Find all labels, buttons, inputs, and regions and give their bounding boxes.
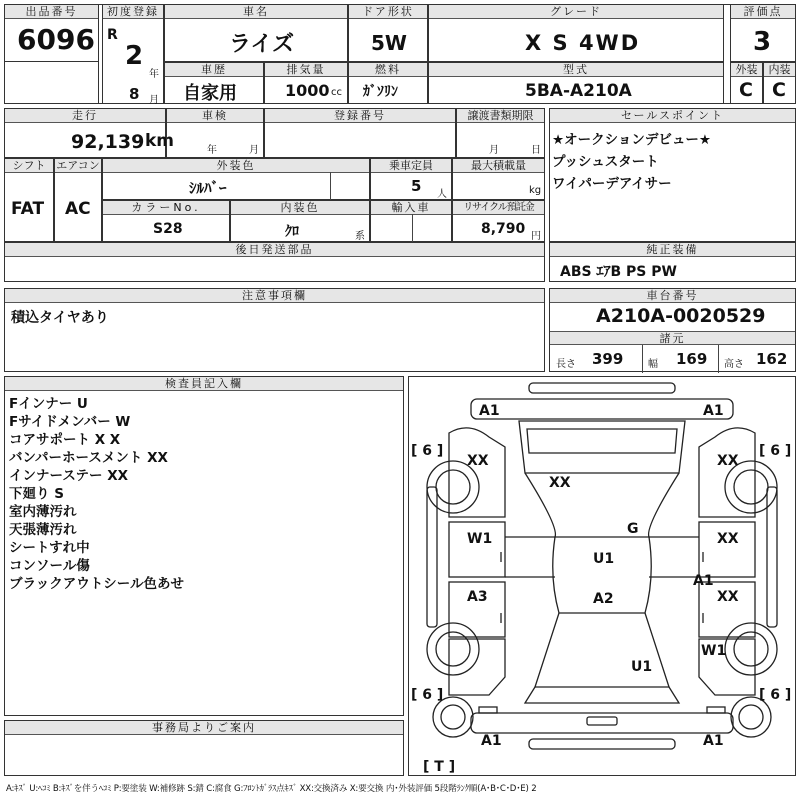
damage-mark: XX xyxy=(717,589,739,605)
transfer-month-unit: 月 xyxy=(489,145,499,156)
damage-mark: W1 xyxy=(467,531,493,547)
score-label: 評価点 xyxy=(731,5,795,19)
grade-label: グレード xyxy=(429,5,723,19)
damage-mark: XX xyxy=(467,453,489,469)
exterior-label: 外装 xyxy=(731,63,762,77)
sales-line: プッシュスタート xyxy=(552,154,659,170)
mileage-unit: km xyxy=(145,131,175,151)
displacement-value: 1000 xyxy=(285,81,330,100)
sales-point-label: セールスポイント xyxy=(550,109,795,123)
later-parts-cell xyxy=(4,242,545,282)
lot-label: 出品番号 xyxy=(5,5,98,19)
first-reg-label: 初度登録 xyxy=(103,5,163,19)
inspection-year-unit: 年 xyxy=(207,145,217,156)
history-label: 車歴 xyxy=(165,63,263,77)
recycle-unit: 円 xyxy=(531,231,541,242)
color-divider xyxy=(330,172,331,200)
inspection-cell xyxy=(166,108,264,158)
width-value: 169 xyxy=(676,350,708,368)
exterior-grade-cell xyxy=(730,62,763,104)
intcolor-unit: 系 xyxy=(355,231,365,242)
intcolor-cell xyxy=(230,200,370,242)
colorno-label: カラーNo. xyxy=(103,201,229,215)
door-cell xyxy=(348,4,428,62)
shift-label: シフト xyxy=(5,159,53,173)
damage-marks xyxy=(411,403,791,775)
damage-mark: G xyxy=(627,521,639,537)
inspector-note: 室内薄汚れ xyxy=(9,504,77,520)
later-parts-label: 後日発送部品 xyxy=(5,243,544,257)
ac-cell xyxy=(54,158,102,242)
era: R xyxy=(107,27,118,43)
inspector-note: インナーステー XX xyxy=(9,468,129,484)
damage-mark: XX xyxy=(549,475,571,491)
import-cell xyxy=(370,200,452,242)
transfer-day-unit: 日 xyxy=(531,145,541,156)
mileage-label: 走行 xyxy=(5,109,165,123)
damage-mark: U1 xyxy=(593,551,615,567)
fuel-cell xyxy=(348,62,428,104)
caution-cell xyxy=(4,288,545,372)
regno-label: 登録番号 xyxy=(265,109,455,123)
seats-cell xyxy=(370,158,452,200)
inspector-note: 下廻り S xyxy=(9,486,64,502)
score-value: 3 xyxy=(753,27,772,57)
car-diagram xyxy=(409,377,795,775)
load-label: 最大積載量 xyxy=(453,159,544,173)
lot-blank xyxy=(4,61,99,104)
door-label: ドア形状 xyxy=(349,5,427,19)
displacement-unit: cc xyxy=(331,87,342,98)
reg-month: 8 xyxy=(129,85,140,103)
history-cell xyxy=(164,62,264,104)
history-value: 自家用 xyxy=(183,83,237,104)
length-label: 長さ xyxy=(556,359,576,370)
inspector-note: コンソール傷 xyxy=(9,558,90,574)
inspection-month-unit: 月 xyxy=(249,145,259,156)
mileage-value: 92,139 xyxy=(71,131,145,153)
inspector-note: バンパーホースメント XX xyxy=(9,450,168,466)
inspector-note: シートすれ中 xyxy=(9,540,90,556)
first-reg-cell xyxy=(102,4,164,104)
seats-value: 5 xyxy=(411,177,422,195)
damage-mark: A1 xyxy=(703,733,724,749)
chassis-cell xyxy=(549,288,796,372)
ac-value: AC xyxy=(65,199,91,219)
width-label: 幅 xyxy=(648,359,658,370)
load-unit: kg xyxy=(529,185,542,196)
color-label: 外装色 xyxy=(103,159,369,173)
chassis-number: A210A-0020529 xyxy=(596,305,766,327)
inspector-note: コアサポート X X xyxy=(9,432,121,448)
height-label: 高さ xyxy=(724,359,744,370)
equipment-label: 純正装備 xyxy=(550,243,795,257)
inspector-note: Fサイドメンバー W xyxy=(9,414,131,430)
import-label: 輸入車 xyxy=(371,201,451,215)
interior-label: 内装 xyxy=(764,63,795,77)
sales-line: ★オークションデビュー★ xyxy=(552,132,711,148)
fuel-value: ｶﾞｿﾘﾝ xyxy=(363,84,398,100)
inspector-notes-label: 検査員記入欄 xyxy=(5,377,403,391)
year-unit: 年 xyxy=(149,69,159,80)
spare-tire-mark: [ T ] xyxy=(423,759,456,775)
grade-value: X S 4WD xyxy=(525,31,641,55)
damage-mark: A3 xyxy=(467,589,488,605)
sales-line: ワイパーデアイサー xyxy=(552,176,672,192)
damage-mark: A1 xyxy=(479,403,500,419)
inspector-notes-cell xyxy=(4,376,404,716)
displacement-label: 排気量 xyxy=(265,63,347,77)
car-diagram-cell xyxy=(408,376,796,776)
lot-cell xyxy=(4,4,99,62)
recycle-cell xyxy=(452,200,545,242)
month-unit: 月 xyxy=(149,95,159,106)
model-label: 型式 xyxy=(429,63,723,77)
displacement-cell xyxy=(264,62,348,104)
chassis-label: 車台番号 xyxy=(550,289,795,303)
damage-mark: A1 xyxy=(481,733,502,749)
seats-unit: 人 xyxy=(437,189,447,200)
transfer-label: 譲渡書類期限 xyxy=(457,109,544,123)
length-value: 399 xyxy=(592,350,624,368)
import-divider xyxy=(412,214,413,242)
damage-mark: A1 xyxy=(703,403,724,419)
sales-point-cell xyxy=(549,108,796,242)
car-name-label: 車名 xyxy=(165,5,347,19)
spec-divider xyxy=(718,345,719,373)
color-value: ｼﾙﾊﾞｰ xyxy=(189,179,227,197)
load-cell xyxy=(452,158,545,200)
reg-year: 2 xyxy=(125,41,144,71)
tire-tread-mark: [ 6 ] xyxy=(411,687,444,703)
height-value: 162 xyxy=(756,350,788,368)
car-name-cell xyxy=(164,4,348,62)
colorno-value: S28 xyxy=(153,221,183,237)
inspection-label: 車検 xyxy=(167,109,263,123)
intcolor-label: 内装色 xyxy=(231,201,369,215)
damage-mark: XX xyxy=(717,453,739,469)
inspector-note: 天張薄汚れ xyxy=(9,522,77,538)
damage-mark: W1 xyxy=(701,643,727,659)
shift-value: FAT xyxy=(11,199,45,219)
grade-cell xyxy=(428,4,724,62)
fuel-label: 燃料 xyxy=(349,63,427,77)
colorno-cell xyxy=(102,200,230,242)
equipment-cell xyxy=(549,242,796,282)
exterior-grade: C xyxy=(739,79,753,101)
spec-divider xyxy=(642,345,643,373)
inspector-notes-list xyxy=(9,395,184,593)
door-value: 5W xyxy=(371,31,407,55)
damage-mark: A1 xyxy=(693,573,714,589)
tire-tread-mark: [ 6 ] xyxy=(411,443,444,459)
model-value: 5BA-A210A xyxy=(525,81,632,101)
equipment-value: ABS ｴｱB PS PW xyxy=(560,264,677,280)
damage-mark: U1 xyxy=(631,659,653,675)
caution-label: 注意事項欄 xyxy=(5,289,544,303)
caution-value: 積込タイヤあり xyxy=(11,310,109,326)
inspector-note: Fインナー U xyxy=(9,396,88,412)
tire-tread-mark: [ 6 ] xyxy=(759,443,792,459)
damage-mark: A2 xyxy=(593,591,614,607)
lot-number: 6096 xyxy=(17,23,95,56)
recycle-label: リサイクル預託金 xyxy=(453,201,544,215)
shift-cell xyxy=(4,158,54,242)
regno-cell xyxy=(264,108,456,158)
mileage-cell xyxy=(4,108,175,158)
legend-text: A:ｷｽﾞ U:ﾍｺﾐ B:ｷｽﾞを伴うﾍｺﾐ P:要塗装 W:補修跡 S:錆 C:腐食 G:ﾌﾛﾝﾄｶﾞﾗｽ点ｷｽﾞ XX:交換済み X:要交換 内･外装評価 5段階ﾗﾝｸ順(A･B･C･D･E) 2 xyxy=(6,784,537,794)
tire-tread-mark: [ 6 ] xyxy=(759,687,792,703)
seats-label: 乗車定員 xyxy=(371,159,451,173)
office-notes-label: 事務局よりご案内 xyxy=(5,721,403,735)
model-cell xyxy=(428,62,724,104)
damage-mark: XX xyxy=(717,531,739,547)
intcolor-value: ｸﾛ xyxy=(285,224,299,240)
interior-grade-cell xyxy=(763,62,796,104)
transfer-cell xyxy=(456,108,545,158)
car-name: ライズ xyxy=(229,32,295,57)
spec-label: 諸元 xyxy=(550,331,795,345)
office-notes-cell xyxy=(4,720,404,776)
score-cell xyxy=(730,4,796,62)
inspector-note: ブラックアウトシール色あせ xyxy=(9,576,184,592)
recycle-value: 8,790 xyxy=(481,221,526,237)
interior-grade: C xyxy=(772,79,786,101)
ac-label: エアコン xyxy=(56,159,100,172)
